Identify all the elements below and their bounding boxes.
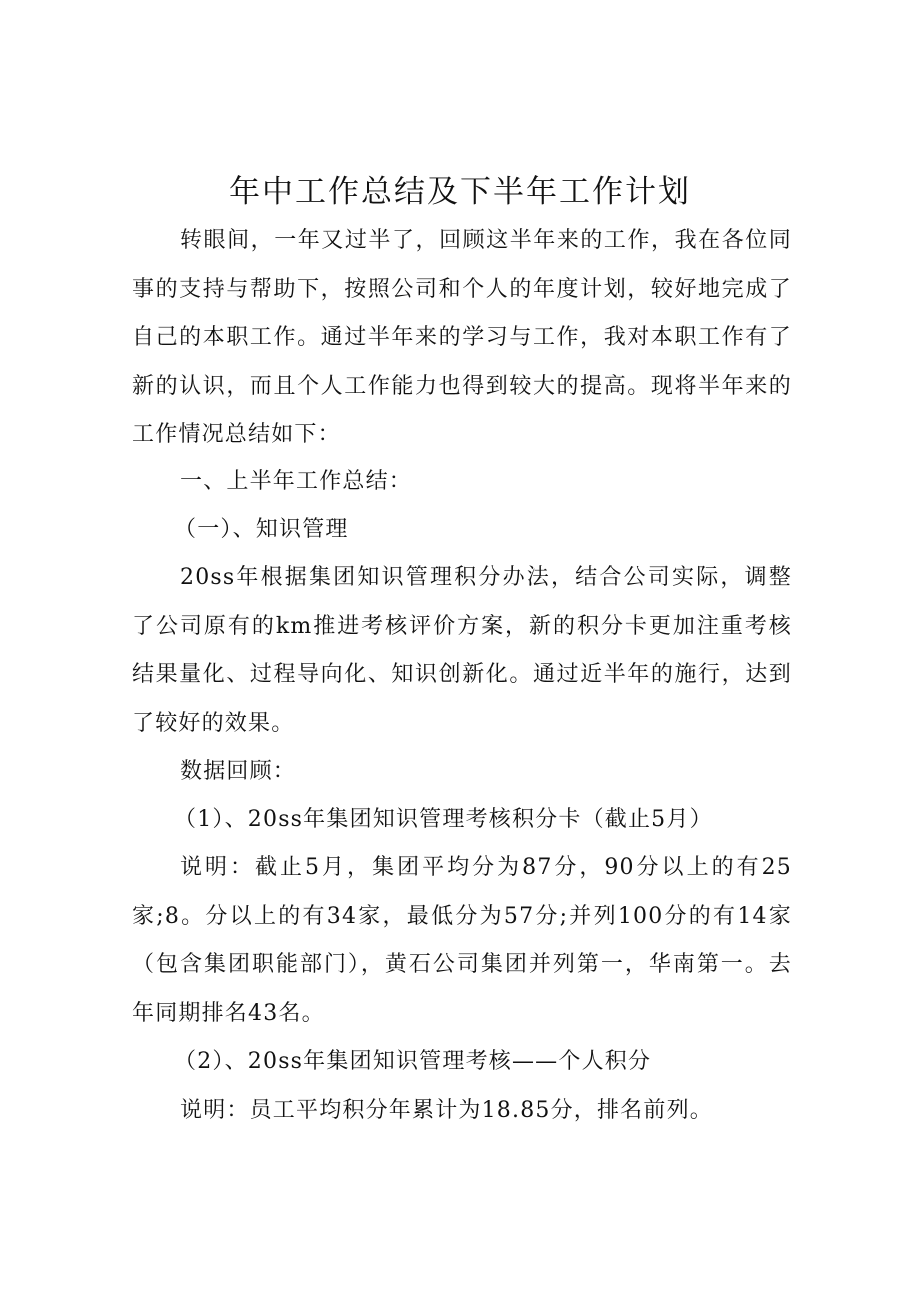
data-review-label: 数据回顾： — [180, 759, 297, 784]
item-1-heading: （1）、20ss年集团知识管理考核积分卡（截止5月） — [174, 807, 713, 832]
section-heading-first-half-summary: 一、上半年工作总结： — [180, 469, 413, 494]
intro-paragraph: 转眼间，一年又过半了，回顾这半年来的工作，我在各位同事的支持与帮助下，按照公司和个人的年度计划，较好地完成了自己的本职工作。通过半年来的学习与工作，我对本职工作有了新的认识，而且个人工作能力也得到较大的提高。现将半年来的工作情况总结如下： — [132, 228, 792, 447]
item-2-heading: （2）、20ss年集团知识管理考核——个人积分 — [174, 1049, 652, 1074]
knowledge-management-paragraph: 20ss年根据集团知识管理积分办法，结合公司实际，调整了公司原有的km推进考核评价方案，新的积分卡更加注重考核结果量化、过程导向化、知识创新化。通过近半年的施行，达到了较好的效果。 — [132, 565, 792, 736]
subsection-heading-knowledge-management: （一）、知识管理 — [174, 517, 349, 542]
item-2-description: 说明：员工平均积分年累计为18.85分，排名前列。 — [180, 1098, 713, 1123]
item-1-description: 说明：截止5月，集团平均分为87分，90分以上的有25家;8。分以上的有34家，最低分为57分;并列100分的有14家（包含集团职能部门），黄石公司集团并列第一，华南第一。去年同期排名43名。 — [132, 855, 792, 1026]
document-title: 年中工作总结及下半年工作计划 — [229, 174, 691, 210]
